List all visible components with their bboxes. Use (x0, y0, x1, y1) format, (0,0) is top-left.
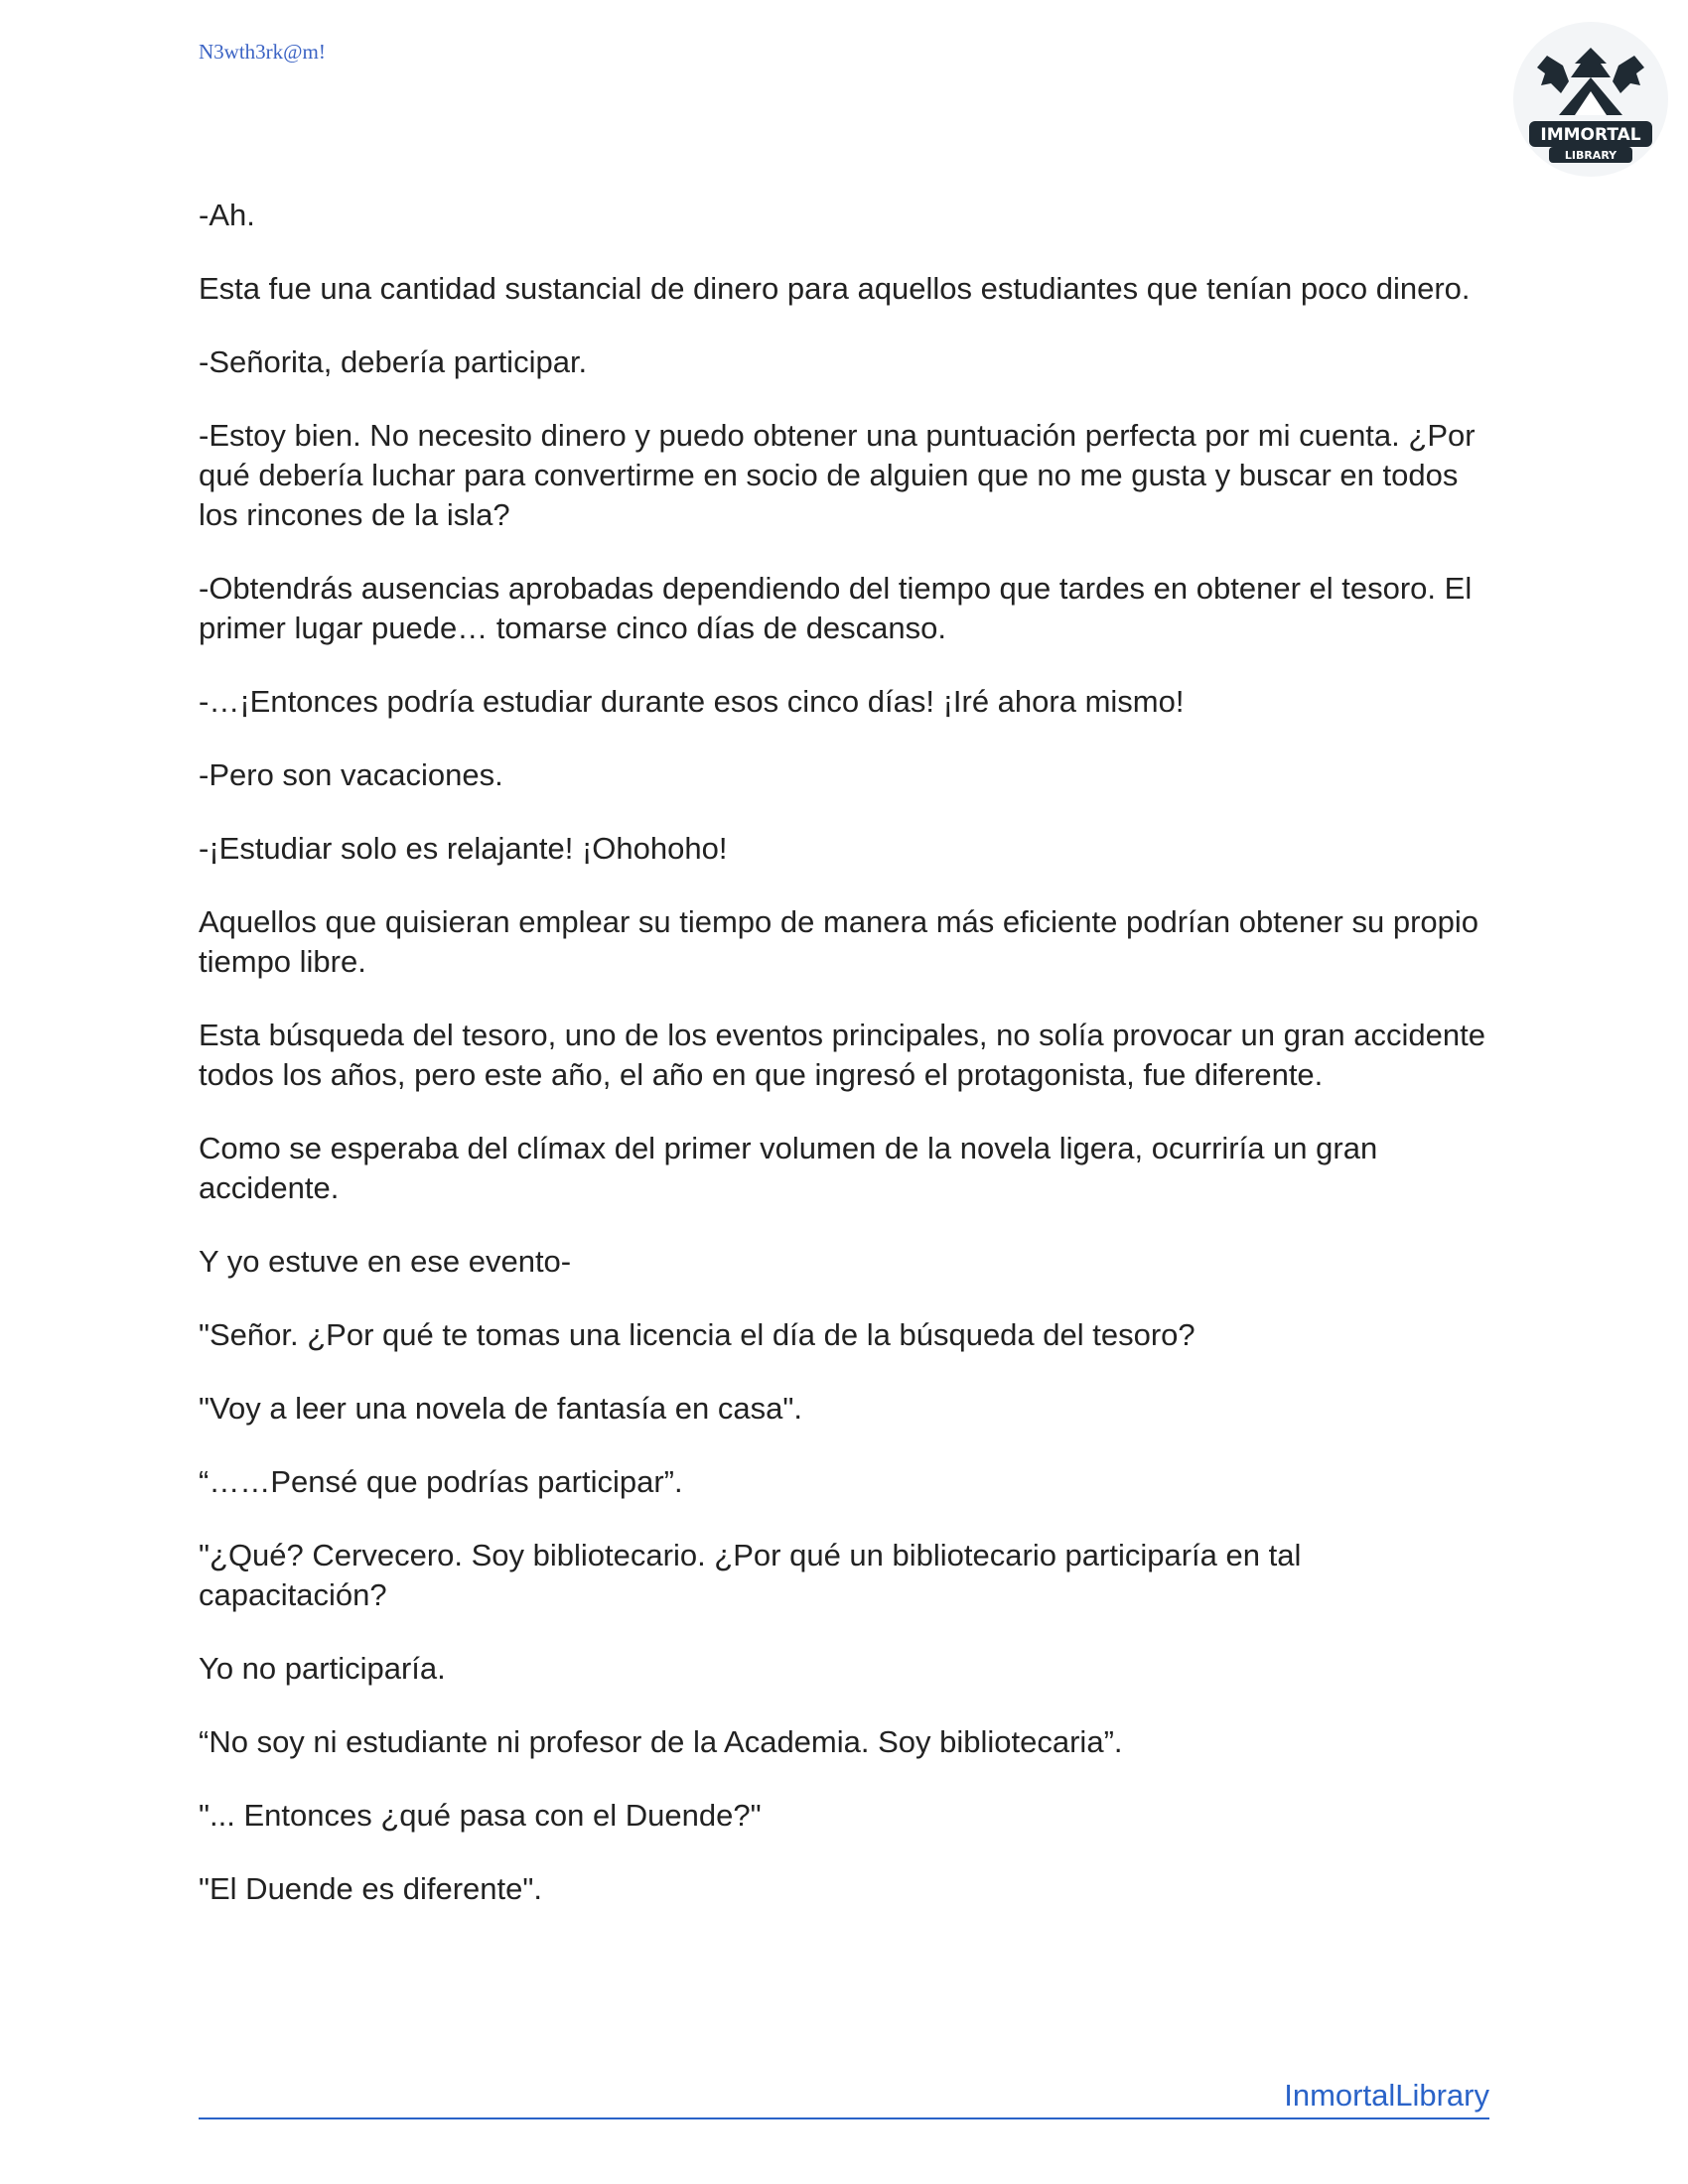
paragraph: “No soy ni estudiante ni profesor de la Academia. Soy bibliotecaria”. (199, 1724, 1123, 1759)
footer-link[interactable]: InmortalLibrary (1284, 2078, 1489, 2113)
paragraph: "Señor. ¿Por qué te tomas una licencia el día de la búsqueda del tesoro? (199, 1317, 1196, 1352)
paragraph: "¿Qué? Cervecero. Soy bibliotecario. ¿Por qué un bibliotecario participaría en tal capacitación? (199, 1538, 1302, 1612)
paragraph: Esta fue una cantidad sustancial de dinero para aquellos estudiantes que tenían poco dinero. (199, 271, 1471, 306)
paragraph: -¡Estudiar solo es relajante! ¡Ohohoho! (199, 831, 728, 866)
logo-text-top: IMMORTAL (1540, 125, 1641, 145)
paragraph: “……Pensé que podrías participar”. (199, 1464, 683, 1499)
document-body (199, 196, 1489, 1943)
paragraph: "Voy a leer una novela de fantasía en casa". (199, 1391, 802, 1426)
immortal-library-logo (1511, 20, 1670, 179)
footer-rule (199, 2117, 1489, 2119)
header-tag: N3wth3rk@m! (199, 40, 326, 64)
paragraph: Aquellos que quisieran emplear su tiempo de manera más eficiente podrían obtener su propio tiempo libre. (199, 904, 1478, 979)
paragraph: "El Duende es diferente". (199, 1871, 542, 1906)
paragraph: Yo no participaría. (199, 1651, 446, 1686)
paragraph: -Estoy bien. No necesito dinero y puedo obtener una puntuación perfecta por mi cuenta. ¿Por qué debería luchar para convertirme en socio de alguien que no me gusta y buscar en todos los rincones de la isla? (199, 418, 1476, 532)
paragraph: -Obtendrás ausencias aprobadas dependiendo del tiempo que tardes en obtener el tesoro. El primer lugar puede… tomarse cinco días de descanso. (199, 571, 1473, 645)
paragraph: "... Entonces ¿qué pasa con el Duende?" (199, 1798, 762, 1833)
paragraph: -…¡Entonces podría estudiar durante esos cinco días! ¡Iré ahora mismo! (199, 684, 1185, 719)
paragraph: Esta búsqueda del tesoro, uno de los eventos principales, no solía provocar un gran accidente todos los años, pero este año, el año en que ingresó el protagonista, fue diferente. (199, 1018, 1485, 1092)
paragraph: -Ah. (199, 198, 255, 232)
paragraph: Y yo estuve en ese evento- (199, 1244, 572, 1279)
paragraph: -Señorita, debería participar. (199, 344, 588, 379)
paragraph: Como se esperaba del clímax del primer volumen de la novela ligera, ocurriría un gran accidente. (199, 1131, 1378, 1205)
logo-text-bottom: LIBRARY (1564, 149, 1618, 162)
paragraph: -Pero son vacaciones. (199, 757, 503, 792)
